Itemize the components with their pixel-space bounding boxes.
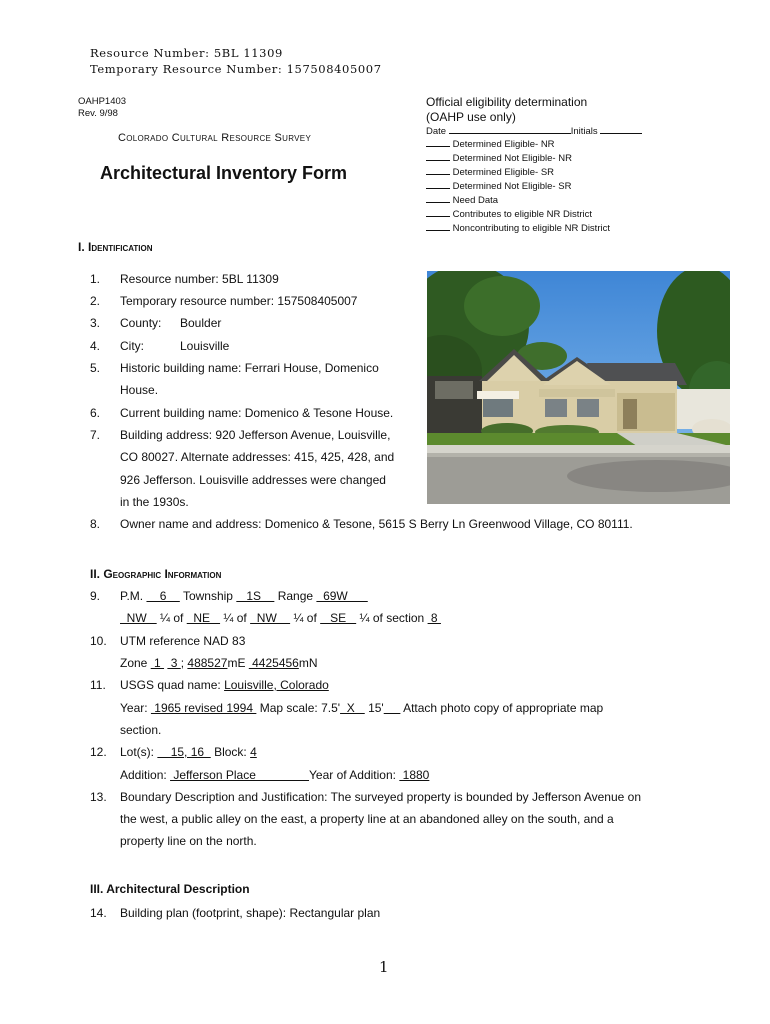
addition-value: Jefferson Place: [170, 768, 310, 782]
item-11-section: section.: [120, 723, 162, 737]
item-10: 10. UTM reference NAD 83: [90, 634, 246, 648]
northing-value: 4425456: [248, 656, 299, 670]
block-value: 4: [250, 745, 257, 759]
determination-option: Contributes to eligible NR District: [426, 207, 610, 221]
determination-options: [426, 137, 610, 235]
scale-75-value: X: [340, 701, 365, 715]
item-13-cont-2: property line on the north.: [120, 834, 257, 848]
form-title: Architectural Inventory Form: [100, 163, 348, 183]
item-5-cont: House.: [120, 383, 159, 397]
initials-label: Initials: [570, 126, 598, 137]
item-7: 7. Building address: 920 Jefferson Avenue, Louisville,: [90, 428, 391, 442]
scale-15-value: [384, 701, 401, 715]
option-blank[interactable]: [426, 179, 450, 189]
item-9-quarters: NW ¼ of NE ¼ of NW ¼ of SE ¼ of section 8: [120, 611, 441, 625]
option-blank[interactable]: [426, 193, 450, 203]
initials-field[interactable]: [600, 124, 642, 134]
option-blank[interactable]: [426, 207, 450, 217]
section-3-heading: III. Architectural Description: [90, 882, 250, 896]
quarter-2: NE: [186, 611, 221, 625]
date-field[interactable]: [449, 124, 571, 134]
year-value: 1965 revised 1994: [150, 701, 257, 715]
form-revision: Rev. 9/98: [78, 108, 118, 119]
range-value: 69W: [316, 589, 368, 603]
option-blank[interactable]: [426, 165, 450, 175]
quarter-1: NW: [120, 611, 157, 625]
option-blank[interactable]: [426, 221, 450, 231]
item-11: 11. USGS quad name: Louisville, Colorado: [90, 678, 329, 692]
lots-value: 15, 16: [157, 745, 211, 759]
item-7-cont-1: CO 80027. Alternate addresses: 415, 425, 428, and: [120, 450, 395, 464]
page-number: 1: [379, 958, 389, 976]
item-13-cont-1: the west, a public alley on the east, a property line at an abandoned alley on the south, and a: [120, 812, 614, 826]
item-13: 13. Boundary Description and Justification: The surveyed property is bounded by Jefferson Avenue on: [90, 790, 641, 804]
option-blank[interactable]: [426, 137, 450, 147]
section-2-heading: II. Geographic Information: [90, 567, 222, 581]
item-12: 12. Lot(s): 15, 16 Block: 4: [90, 745, 257, 759]
item-5: 5. Historic building name: Ferrari House, Domenico: [90, 361, 379, 375]
form-code: OAHP1403: [78, 96, 127, 107]
item-7-cont-3: in the 1930s.: [120, 495, 189, 509]
survey-name: Colorado Cultural Resource Survey: [118, 132, 312, 144]
quarter-3: NW: [250, 611, 291, 625]
item-14: 14. Building plan (footprint, shape): Rectangular plan: [90, 906, 381, 920]
option-blank[interactable]: [426, 151, 450, 161]
item-12-addition: Addition: Jefferson Place Year of Addition: 1880: [120, 768, 430, 782]
date-label: Date: [426, 126, 447, 137]
section-value: 8: [427, 611, 441, 625]
zone-b: 3: [167, 656, 181, 670]
official-determination-title: Official eligibility determination: [426, 95, 588, 109]
determination-option: Determined Not Eligible- SR: [426, 179, 610, 193]
item-1: 1. Resource number: 5BL 11309: [90, 272, 279, 286]
pm-value: 6: [146, 589, 180, 603]
item-3: 3. County: Boulder: [90, 316, 222, 330]
addition-year-value: 1880: [399, 768, 430, 782]
quarter-4: SE: [320, 611, 357, 625]
determination-option: Determined Not Eligible- NR: [426, 151, 610, 165]
quad-name-value: Louisville, Colorado: [224, 678, 329, 692]
building-photo: [427, 271, 730, 504]
item-6: 6. Current building name: Domenico & Tesone House.: [90, 406, 394, 420]
item-9: 9. P.M. 6 Township 1S Range 69W: [90, 589, 368, 603]
determination-option: Noncontributing to eligible NR District: [426, 221, 610, 235]
item-10-zone: Zone 1 3 ; 488527mE 4425456mN: [120, 656, 318, 670]
temporary-resource-number-header: Temporary Resource Number: 157508405007: [90, 62, 382, 76]
item-4: 4. City: Louisville: [90, 339, 230, 353]
official-determination-subtitle: (OAHP use only): [426, 110, 516, 124]
item-11-year: Year: 1965 revised 1994 Map scale: 7.5' X 15' Attach photo copy of appropriate map: [120, 701, 604, 715]
item-2: 2. Temporary resource number: 157508405007: [90, 294, 358, 308]
determination-option: Determined Eligible- SR: [426, 165, 610, 179]
easting-value: 488527: [187, 656, 228, 670]
date-initials-line: [426, 124, 642, 138]
zone-a: 1: [150, 656, 165, 670]
item-8: 8. Owner name and address: Domenico & Tesone, 5615 S Berry Ln Greenwood Village, CO 80111.: [90, 517, 633, 531]
determination-option: Determined Eligible- NR: [426, 137, 610, 151]
determination-option: Need Data: [426, 193, 610, 207]
township-value: 1S: [236, 589, 275, 603]
item-7-cont-2: 926 Jefferson. Louisville addresses were changed: [120, 473, 386, 487]
resource-number-header: Resource Number: 5BL 11309: [90, 46, 283, 60]
section-1-heading: I. Identification: [78, 240, 153, 254]
